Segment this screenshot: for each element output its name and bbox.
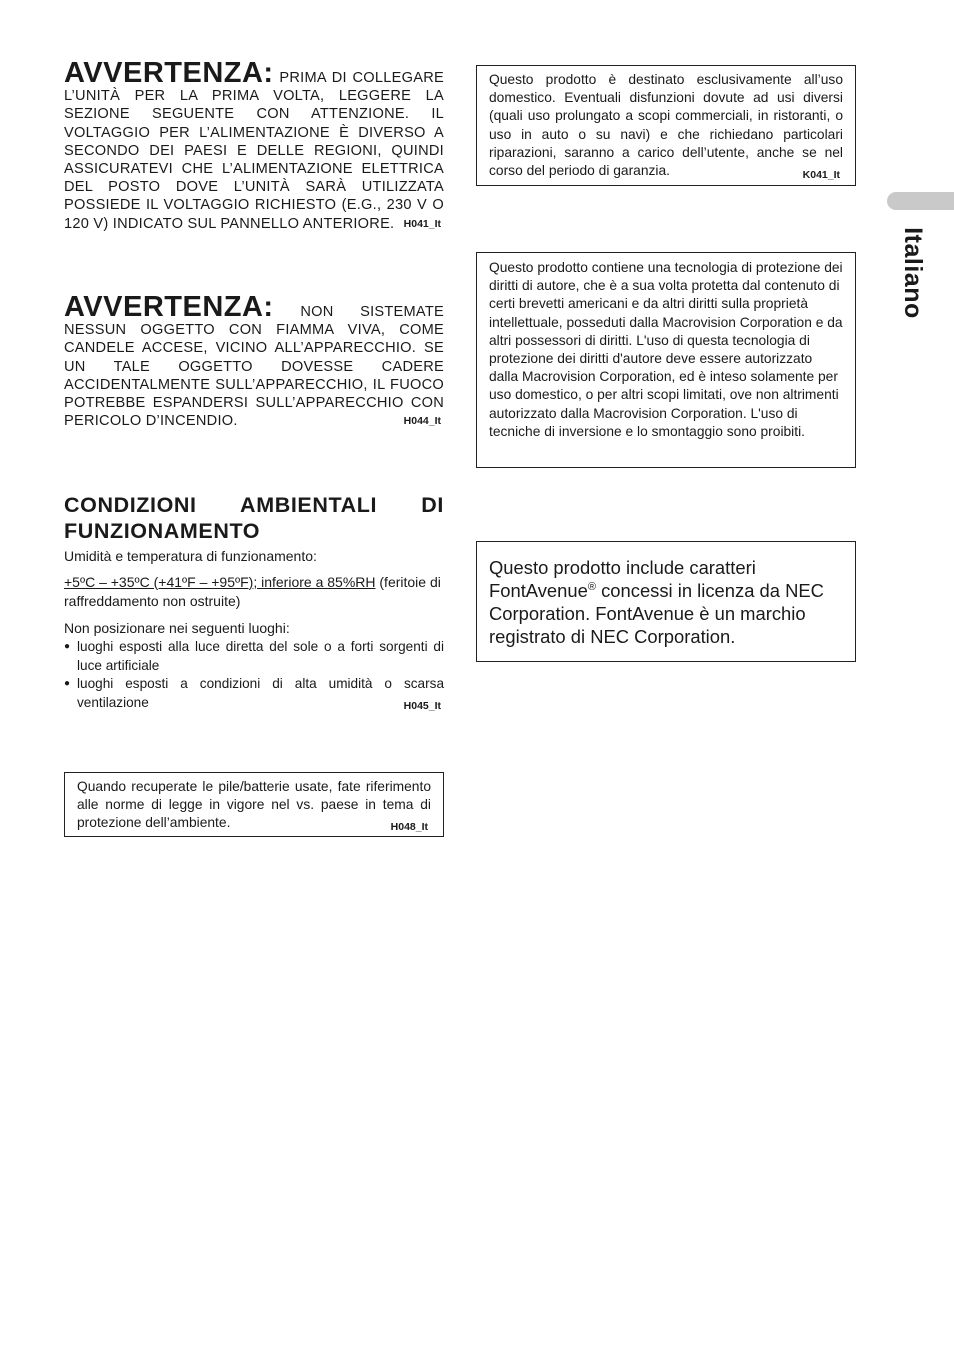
list-item [64,675,444,712]
warning-power [64,57,444,233]
section-title: CONDIZIONI AMBIENTALI DI FUNZIONAMENTO [64,493,444,543]
reference-code: H044_It [403,415,441,428]
warning-text: NON SISTEMATE NESSUN OGGETTO CON FIAMMA VIVA, COME CANDELE ACCESE, VICINO ALL’APPARECCHIO. SE UN TALE OGGETTO DOVESSE CADERE ACCIDENTALMENTE SULL’APPARECCHIO, IL FUOCO POTREBBE ESPANDERSI SULL’APPARECCHIO CON PERICOLO D’INCENDIO. [64,304,444,430]
conditions-intro: Umidità e temperatura di funzionamento: [64,548,317,564]
box-text-continued: concessi in licenza da NEC Corporation. FontAvenue è un marchio registrato di NEC Corporation. [489,580,824,647]
operating-conditions-section [64,492,444,715]
warning-title: AVVERTENZA: [64,57,274,89]
battery-disposal-box [64,772,444,837]
copyright-protection-box [476,252,856,468]
box-text: Questo prodotto contiene una tecnologia di protezione dei diritti di autore, che è a sua volta protetta dal contenuto di certi brevetti americani e da altri diritti sulla proprietà intellettuale, posseduti dalla Macrovision Corporation e da altri possessori di diritti. L'uso di questa tecnologia di protezione dei diritti d'autore deve essere autorizzato dalla Macrovision Corporation, ed è inteso solamente per uso domestico, o per altri scopi limitati, ove non altrimenti autorizzato dalla Macrovision Corporation. L'uso di tecniche di inversione e lo smontaggio sono proibiti. [489,260,843,439]
warning-fire [64,291,444,430]
language-tab [887,192,954,210]
list-item-text: luoghi esposti a condizioni di alta umidità o scarsa ventilazione [77,676,444,710]
reference-code: H045_It [403,699,441,712]
reference-code: H041_It [403,217,441,230]
avoid-label: Non posizionare nei seguenti luoghi: [64,619,290,636]
font-license-box [476,541,856,662]
domestic-use-box [476,65,856,186]
conditions-spec [64,573,444,612]
warning-text: PRIMA DI COLLEGARE L’UNITÀ PER LA PRIMA VOLTA, LEGGERE LA SEZIONE SEGUENTE CON ATTENZIONE. IL VOLTAGGIO PER L’ALIMENTAZIONE È DIVERSO A SECONDO DEI PAESI E DELLE REGIONI, QUINDI ASSICURATEVI CHE L’ALIMENTAZIONE ELETTRICA DEL POSTO DOVE L’UNITÀ SARÀ UTILIZZATA POSSIEDE IL VOLTAGGIO RICHIESTO (E.G., 230 V O 120 V) INDICATO SUL PANNELLO ANTERIORE. [64,70,444,232]
avoid-list [64,638,444,712]
spec-note: (feritoie di raffreddamento non ostruite) [64,573,441,609]
box-text: Questo prodotto include caratteri FontAvenue [489,557,756,601]
box-text: Questo prodotto è destinato esclusivamente all’uso domestico. Eventuali disfunzioni dovute ad usi diversi (quali uso prolungato a scopi commerciali, in ristoranti, o uso in auto o su navi) e che richiedano particolari riparazioni, saranno a carico dell’utente, anche se nel corso del periodo di garanzia. [489,72,843,179]
list-item: ● luoghi esposti alla luce diretta del sole o a forti sorgenti di luce artificiale [64,638,444,675]
warning-title: AVVERTENZA: [64,291,274,323]
spec-range: +5ºC – +35ºC (+41ºF – +95ºF); inferiore a 85%RH [64,573,376,590]
registered-mark: ® [587,580,596,593]
language-label: Italiano [899,227,927,319]
reference-code: K041_It [802,169,840,182]
box-text: Quando recuperate le pile/batterie usate, fate riferimento alle norme di legge in vigore nel vs. paese in tema di protezione dell’ambiente. [77,779,431,831]
reference-code: H048_It [390,821,428,834]
